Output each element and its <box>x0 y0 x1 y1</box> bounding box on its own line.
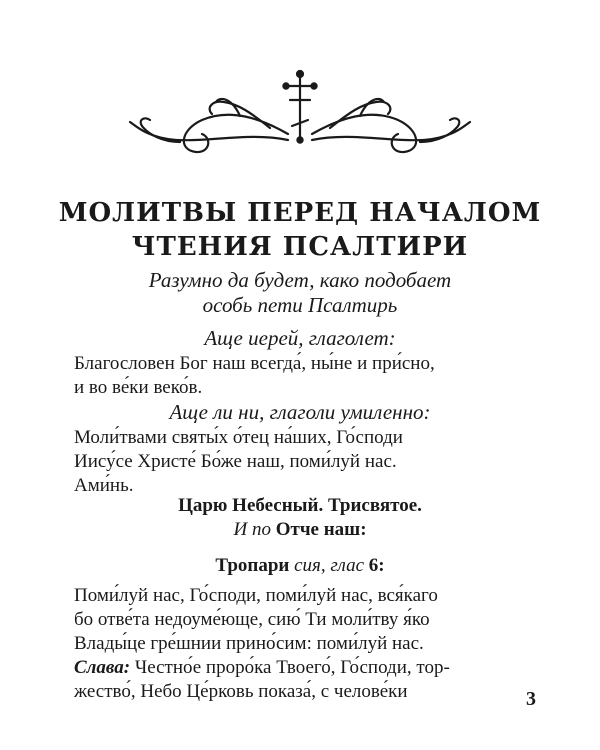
section-4-heading <box>40 554 560 578</box>
section-2-line: Иису́се Христе́ Бо́же наш, поми́луй нас. <box>74 451 397 472</box>
section-2-line: Моли́твами святы́х о́тец на́ших, Го́споди <box>74 427 403 448</box>
section-2-text <box>74 426 534 498</box>
section-1-text <box>74 352 534 400</box>
section-3-italic: И по <box>233 519 271 540</box>
page-title <box>40 196 560 264</box>
title-line-1: МОЛИТВЫ ПЕРЕД НАЧАЛОМ <box>58 198 542 228</box>
section-4-heading-number: 6: <box>368 555 385 576</box>
section-3-heading: Царю Небесный. Трисвятое. <box>178 495 422 516</box>
subtitle-line-1: Разумно да будет, како подобает <box>148 268 452 292</box>
slava-label: Слава: <box>74 657 131 678</box>
slava-line-2: жество́, Небо Це́рковь показа́, с челове́ки <box>74 681 408 702</box>
section-2-line: Ами́нь. <box>74 475 134 496</box>
page-number: 3 <box>526 688 536 710</box>
section-1-line: и во ве́ки веко́в. <box>74 377 203 398</box>
slava-text: Честно́е проро́ка Твоего́, Го́споди, тор- <box>134 657 450 678</box>
section-2-heading: Аще ли ни, глаголи умиленно: <box>169 400 431 424</box>
section-4-line: Влады́це гре́шнии прино́сим: поми́луй нас. <box>74 633 424 654</box>
subtitle-line-2: особь пети Псалтирь <box>202 293 398 317</box>
section-4-line: бо отве́та недоуме́юще, сию́ Ти моли́тву я́ко <box>74 609 430 630</box>
section-3-bold: Отче наш: <box>275 519 367 540</box>
section-4-text <box>74 584 534 704</box>
cross-with-scrollwork-icon <box>120 68 480 160</box>
subtitle <box>60 268 540 318</box>
section-4-heading-bold: Тропари <box>215 555 290 576</box>
section-4-line: Поми́луй нас, Го́споди, поми́луй нас, вся́каго <box>74 585 438 606</box>
section-4-heading-italic: сия, глас <box>294 555 365 576</box>
title-line-2: ЧТЕНИЯ ПСАЛТИРИ <box>131 232 469 262</box>
slava-line <box>74 656 534 680</box>
section-1-heading: Аще иерей, глаголет: <box>204 326 396 350</box>
section-1-line: Благословен Бог наш всегда́, ны́не и при́сно, <box>74 353 435 374</box>
section-3-subheading <box>40 518 560 542</box>
